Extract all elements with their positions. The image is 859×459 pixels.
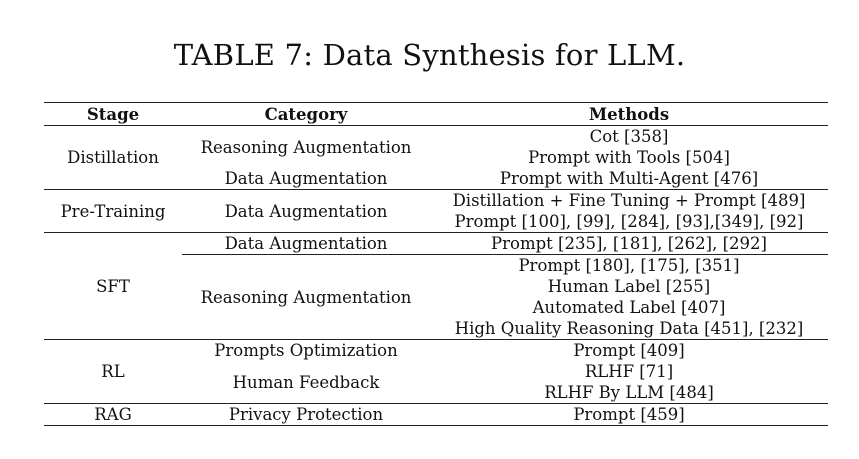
stage-cell: Pre-Training <box>44 190 182 233</box>
category-cell: Data Augmentation <box>182 233 430 255</box>
category-cell: Privacy Protection <box>182 404 430 426</box>
table-caption: TABLE 7: Data Synthesis for LLM. <box>173 38 686 72</box>
category-cell: Human Feedback <box>232 372 380 392</box>
method-cell: Human Label [255] <box>547 277 711 296</box>
stage-cell: SFT <box>44 233 182 340</box>
method-cell: Distillation + Fine Tuning + Prompt [489] <box>430 190 828 212</box>
header-methods: Methods <box>430 103 828 126</box>
stage-cell: RL <box>44 340 182 404</box>
method-cell: High Quality Reasoning Data [451], [232] <box>454 319 804 338</box>
method-cell: Prompt [180], [175], [351] <box>430 255 828 277</box>
method-cell: RLHF By LLM [484] <box>544 383 714 402</box>
method-cell: Prompt [409] <box>430 340 828 362</box>
header-row <box>44 103 828 126</box>
header-stage: Stage <box>44 103 182 126</box>
method-cell: Prompt with Tools [504] <box>528 148 730 167</box>
category-cell: Reasoning Augmentation <box>182 255 430 340</box>
category-cell: Reasoning Augmentation <box>182 126 430 169</box>
stage-cell: Distillation <box>44 126 182 190</box>
method-cell: Prompt with Multi-Agent [476] <box>499 169 759 188</box>
table-row <box>44 233 828 255</box>
category-cell: Prompts Optimization <box>182 340 430 362</box>
method-cell: Cot [358] <box>430 126 828 148</box>
table-row <box>44 190 828 212</box>
category-cell: Data Augmentation <box>224 169 388 188</box>
header-category: Category <box>182 103 430 126</box>
category-cell: Data Augmentation <box>182 190 430 233</box>
method-cell: Prompt [459] <box>430 404 828 426</box>
table-row <box>44 340 828 362</box>
method-cell: Automated Label [407] <box>532 298 726 317</box>
data-synthesis-table <box>44 102 828 426</box>
table-row <box>44 126 828 148</box>
table-row <box>44 404 828 426</box>
stage-cell: RAG <box>44 404 182 426</box>
method-cell: Prompt [100], [99], [284], [93],[349], [92] <box>454 212 804 231</box>
method-cell: Prompt [235], [181], [262], [292] <box>430 233 828 255</box>
method-cell: RLHF [71] <box>584 362 674 381</box>
